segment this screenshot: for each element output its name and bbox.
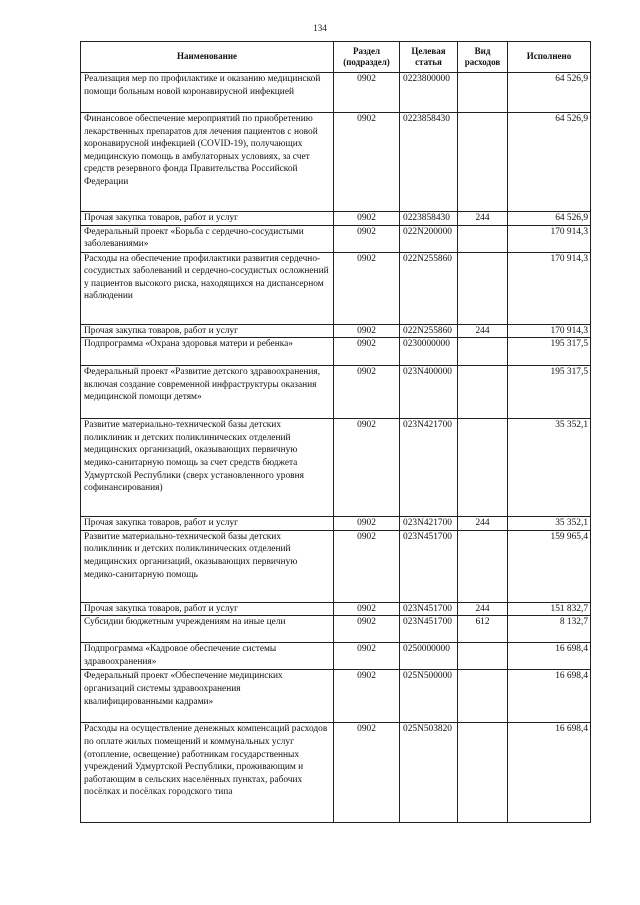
row-section-cell: 0902: [334, 113, 400, 212]
row-section-cell: 0902: [334, 73, 400, 113]
row-kind-cell: [458, 723, 508, 823]
row-amount-cell: 35 352,1: [508, 419, 591, 517]
table-row: [81, 602, 591, 616]
row-amount-cell: 8 132,7: [508, 616, 591, 643]
row-kind-cell: [458, 643, 508, 670]
row-kind-cell: [458, 73, 508, 113]
row-target-cell: 025N503820: [400, 723, 458, 823]
row-name-cell: Подпрограмма «Кадровое обеспечение системы здравоохранения»: [81, 643, 334, 670]
row-name-cell: Финансовое обеспечение мероприятий по приобретению лекарственных препаратов для лечения пациентов с новой коронавирусной инфекцией (COVID-19), получающих медицинскую помощь в амбулаторных условиях, за счет средств резервного фонда Правительства Российской Федерации: [81, 113, 334, 212]
row-amount-cell: 195 317,5: [508, 338, 591, 366]
row-kind-cell: [458, 670, 508, 723]
header-amount: Исполнено: [508, 42, 591, 73]
row-section-cell: 0902: [334, 324, 400, 338]
row-section-cell: 0902: [334, 643, 400, 670]
row-amount-cell: 159 965,4: [508, 530, 591, 602]
table-row: [81, 324, 591, 338]
row-name-cell: Федеральный проект «Борьба с сердечно-сосудистыми заболеваниями»: [81, 225, 334, 252]
table-row: [81, 225, 591, 252]
row-section-cell: 0902: [334, 670, 400, 723]
row-kind-cell: [458, 366, 508, 419]
row-section-cell: 0902: [334, 338, 400, 366]
row-amount-cell: 64 526,9: [508, 113, 591, 212]
row-amount-cell: 170 914,3: [508, 252, 591, 324]
row-target-cell: 022N255860: [400, 252, 458, 324]
row-amount-cell: 64 526,9: [508, 212, 591, 226]
row-target-cell: 0230000000: [400, 338, 458, 366]
row-target-cell: 0250000000: [400, 643, 458, 670]
row-section-cell: 0902: [334, 530, 400, 602]
row-kind-cell: [458, 252, 508, 324]
row-amount-cell: 151 832,7: [508, 602, 591, 616]
row-section-cell: 0902: [334, 419, 400, 517]
row-name-cell: Расходы на осуществление денежных компенсаций расходов по оплате жилых помещений и коммунальных услуг (отопление, освещение) работникам государственных учреждений Удмуртской Республики, проживающим и работающим в сельских населённых пунктах, рабочих посёлках и посёлках городского типа: [81, 723, 334, 823]
row-amount-cell: 16 698,4: [508, 643, 591, 670]
table-row: [81, 517, 591, 531]
row-kind-cell: 244: [458, 324, 508, 338]
row-target-cell: 023N451700: [400, 616, 458, 643]
table-row: [81, 723, 591, 823]
table-row: [81, 366, 591, 419]
header-name: Наименование: [81, 42, 334, 73]
row-name-cell: Прочая закупка товаров, работ и услуг: [81, 324, 334, 338]
table-row: [81, 73, 591, 113]
page-number: 134: [313, 23, 327, 33]
table-row: [81, 212, 591, 226]
table-row: [81, 338, 591, 366]
row-section-cell: 0902: [334, 366, 400, 419]
table-row: [81, 252, 591, 324]
row-name-cell: Федеральный проект «Развитие детского здравоохранения, включая создание современной инфраструктуры оказания медицинской помощи детям»: [81, 366, 334, 419]
row-amount-cell: 195 317,5: [508, 366, 591, 419]
row-name-cell: Прочая закупка товаров, работ и услуг: [81, 212, 334, 226]
table-row: [81, 643, 591, 670]
row-target-cell: 023N421700: [400, 517, 458, 531]
row-target-cell: 023N421700: [400, 419, 458, 517]
row-kind-cell: [458, 113, 508, 212]
table-row: [81, 616, 591, 643]
row-amount-cell: 35 352,1: [508, 517, 591, 531]
table-body: [81, 73, 591, 823]
row-section-cell: 0902: [334, 252, 400, 324]
table-row: [81, 113, 591, 212]
row-name-cell: Прочая закупка товаров, работ и услуг: [81, 602, 334, 616]
row-name-cell: Субсидии бюджетным учреждениям на иные цели: [81, 616, 334, 643]
table-row: [81, 670, 591, 723]
row-section-cell: 0902: [334, 225, 400, 252]
row-section-cell: 0902: [334, 616, 400, 643]
row-kind-cell: [458, 338, 508, 366]
row-name-cell: Развитие материально-технической базы детских поликлиник и детских поликлинических отделений медицинских организаций, оказывающих первичную медико-санитарную помощь за счет средств бюджета Удмуртской Республики (сверх установленного уровня софинансирования): [81, 419, 334, 517]
row-target-cell: 0223800000: [400, 73, 458, 113]
row-target-cell: 0223858430: [400, 212, 458, 226]
table-row: [81, 419, 591, 517]
row-name-cell: Прочая закупка товаров, работ и услуг: [81, 517, 334, 531]
row-target-cell: 0223858430: [400, 113, 458, 212]
row-amount-cell: 64 526,9: [508, 73, 591, 113]
row-name-cell: Подпрограмма «Охрана здоровья матери и ребенка»: [81, 338, 334, 366]
row-kind-cell: [458, 419, 508, 517]
row-target-cell: 023N451700: [400, 530, 458, 602]
row-amount-cell: 170 914,3: [508, 225, 591, 252]
row-amount-cell: 170 914,3: [508, 324, 591, 338]
header-kind: Вид расходов: [458, 42, 508, 73]
row-section-cell: 0902: [334, 602, 400, 616]
row-kind-cell: 244: [458, 602, 508, 616]
row-name-cell: Федеральный проект «Обеспечение медицинских организаций системы здравоохранения квалифицированными кадрами»: [81, 670, 334, 723]
header-section: Раздел (подраздел): [334, 42, 400, 73]
row-amount-cell: 16 698,4: [508, 723, 591, 823]
table-row: [81, 530, 591, 602]
row-kind-cell: 244: [458, 212, 508, 226]
row-section-cell: 0902: [334, 212, 400, 226]
row-target-cell: 022N255860: [400, 324, 458, 338]
row-target-cell: 025N500000: [400, 670, 458, 723]
row-target-cell: 023N451700: [400, 602, 458, 616]
row-name-cell: Реализация мер по профилактике и оказанию медицинской помощи больным новой коронавирусной инфекцией: [81, 73, 334, 113]
row-name-cell: Расходы на обеспечение профилактики развития сердечно-сосудистых заболеваний и сердечно-сосудистых осложнений у пациентов высокого риска, находящихся на диспансерном наблюдении: [81, 252, 334, 324]
row-name-cell: Развитие материально-технической базы детских поликлиник и детских поликлинических отделений медицинских организаций, оказывающих первичную медико-санитарную помощь: [81, 530, 334, 602]
table-header-row: [81, 42, 591, 73]
row-kind-cell: 244: [458, 517, 508, 531]
row-target-cell: 022N200000: [400, 225, 458, 252]
row-amount-cell: 16 698,4: [508, 670, 591, 723]
header-target: Целевая статья: [400, 42, 458, 73]
row-kind-cell: [458, 530, 508, 602]
row-target-cell: 023N400000: [400, 366, 458, 419]
row-section-cell: 0902: [334, 517, 400, 531]
budget-table: [80, 41, 591, 823]
row-section-cell: 0902: [334, 723, 400, 823]
row-kind-cell: 612: [458, 616, 508, 643]
row-kind-cell: [458, 225, 508, 252]
